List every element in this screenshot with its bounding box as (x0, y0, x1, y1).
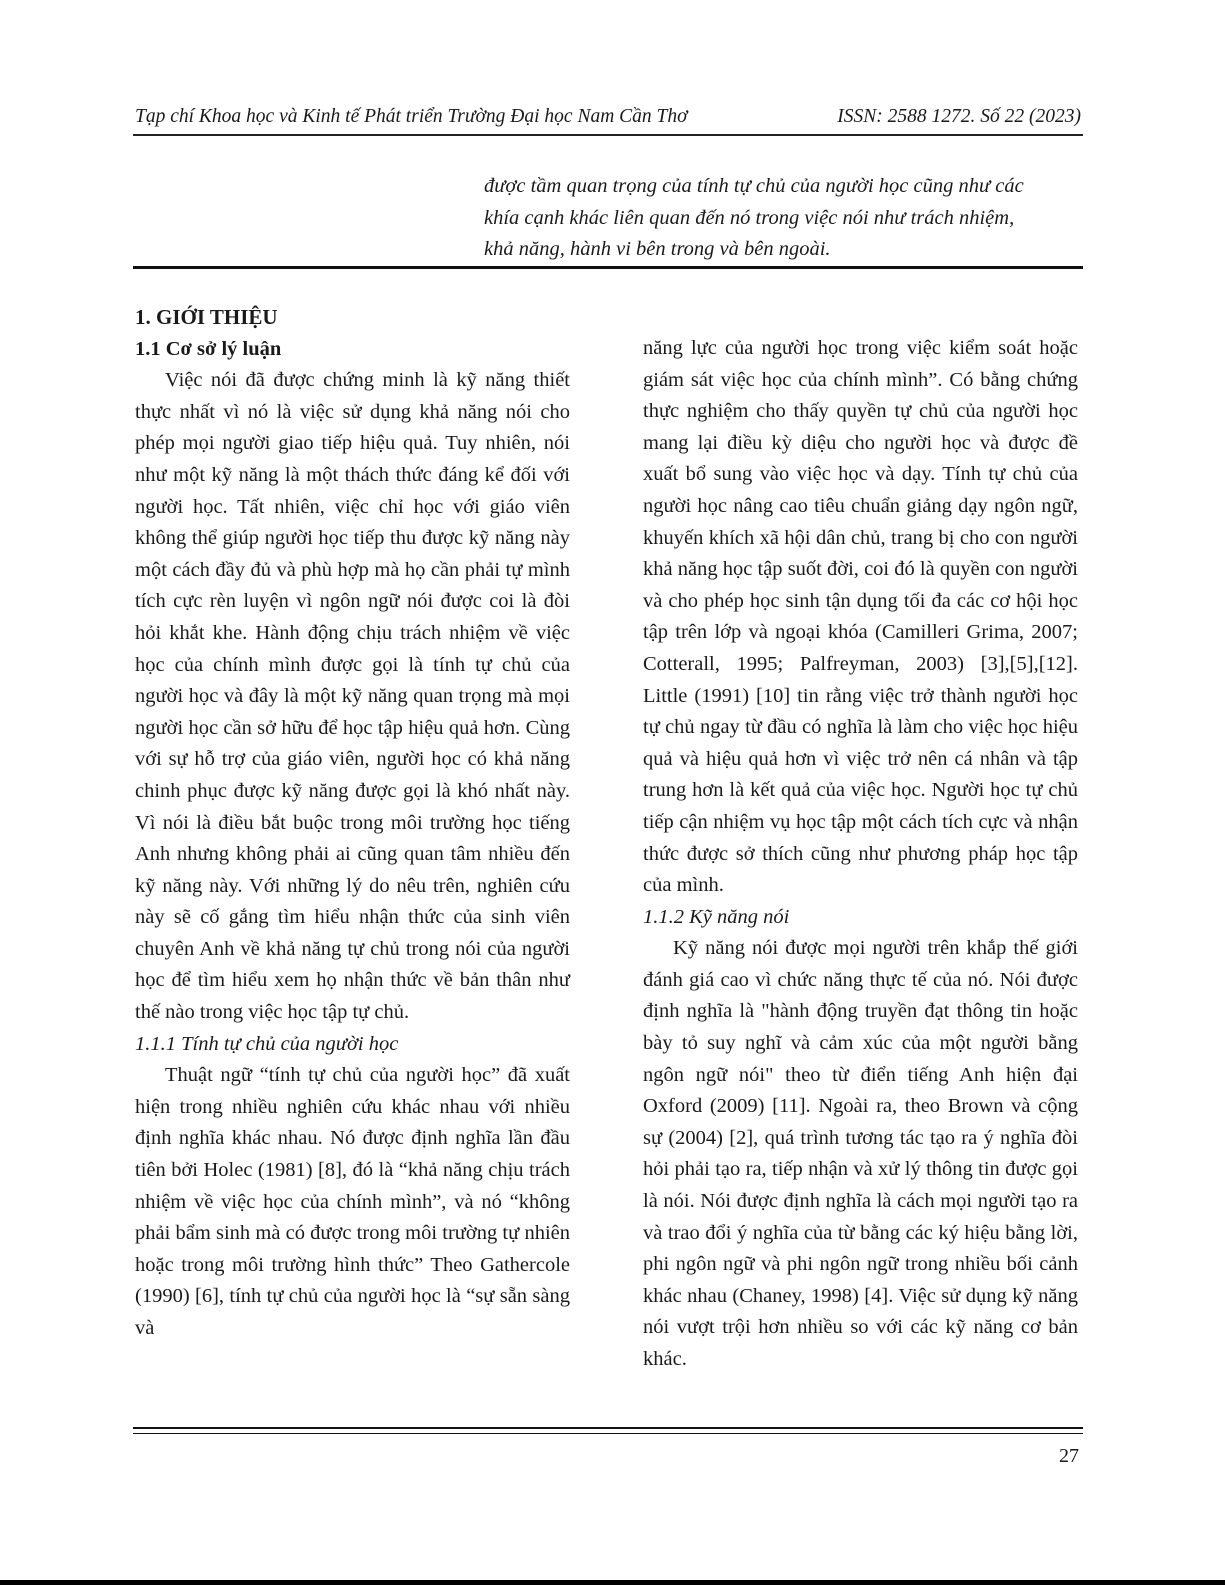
left-column (135, 302, 570, 1345)
header-rule (133, 134, 1083, 136)
subsubsection-heading: 1.1.1 Tính tự chủ của người học (135, 1032, 399, 1055)
right-column (643, 333, 1078, 1376)
running-header (135, 103, 1081, 131)
body-paragraph: Thuật ngữ “tính tự chủ của người học” đã xuất hiện trong nhiều nghiên cứu khác nhau với nhiều định nghĩa khác nhau. Nó được định nghĩa lần đầu tiên bởi Holec (1981) [8], đó là “khả năng chịu trách nhiệm về việc học của chính mình”, và nó “không phải bẩm sinh mà có được trong môi trường tự nhiên hoặc trong môi trường hình thức” Theo Gathercole (1990) [6], tính tự chủ của người học là “sự sẵn sàng và (135, 1064, 570, 1339)
issn-issue: ISSN: 2588 1272. Số 22 (2023) (837, 106, 1081, 127)
subsection-heading: 1.1 Cơ sở lý luận (135, 337, 282, 360)
footer-rule (133, 1427, 1083, 1429)
abstract-line: khả năng, hành vi bên trong và bên ngoài. (484, 238, 831, 260)
abstract-line: khía cạnh khác liên quan đến nó trong việc nói như trách nhiệm, (484, 206, 1015, 229)
body-paragraph: Kỹ năng nói được mọi người trên khắp thế giới đánh giá cao vì chức năng thực tế của nó. Nói được định nghĩa là "hành động truyền đạt thông tin hoặc bày tỏ suy nghĩ và cảm xúc của một người bằng ngôn ngữ nói" theo từ điển tiếng Anh hiện đại Oxford (2009) [11]. Ngoài ra, theo Brown và cộng sự (2004) [2], quá trình tương tác tạo ra ý nghĩa đòi hỏi phải tạo ra, tiếp nhận và xử lý thông tin được gọi là nói. Nói được định nghĩa là cách mọi người tạo ra và trao đổi ý nghĩa của từ bằng các ký hiệu bằng lời, phi ngôn ngữ và phi ngôn ngữ trong nhiều bối cảnh khác nhau (Chaney, 1998) [4]. Việc sử dụng kỹ năng nói vượt trội hơn nhiều so với các kỹ năng cơ bản khác. (643, 937, 1078, 1370)
scan-edge (0, 1580, 1225, 1585)
abstract-tail (484, 171, 1080, 266)
body-paragraph: Việc nói đã được chứng minh là kỹ năng thiết thực nhất vì nó là việc sử dụng khả năng nói cho phép mọi người giao tiếp hiệu quả. Tuy nhiên, nói như một kỹ năng là một thách thức đáng kể đối với người học. Tất nhiên, việc chỉ học với giáo viên không thể giúp người học tiếp thu được kỹ năng này một cách đầy đủ và phù hợp mà họ cần phải tự mình tích cực rèn luyện vì ngôn ngữ nói được coi là đòi hỏi khắt khe. Hành động chịu trách nhiệm về việc học của chính mình được gọi là tính tự chủ của người học và đây là một kỹ năng quan trọng mà mọi người học cần sở hữu để học tập hiệu quả hơn. Cùng với sự hỗ trợ của giáo viên, người học có khả năng chinh phục được kỹ năng được gọi là khó nhất này. Vì nói là điều bắt buộc trong môi trường học tiếng Anh nhưng không phải ai cũng quan tâm nhiều đến kỹ năng này. Với những lý do nêu trên, nghiên cứu này sẽ cố gắng tìm hiểu nhận thức của sinh viên chuyên Anh về khả năng tự chủ trong nói của người học để tìm hiểu xem họ nhận thức về bản thân như thế nào trong việc học tập tự chủ. (135, 369, 570, 1024)
footer-rule-thin (133, 1433, 1083, 1434)
abstract-line: được tầm quan trọng của tính tự chủ của người học cũng như các (484, 175, 1024, 197)
page-number: 27 (1059, 1445, 1079, 1467)
abstract-rule (133, 266, 1083, 269)
body-paragraph: năng lực của người học trong việc kiểm soát hoặc giám sát việc học của chính mình”. Có bằng chứng thực nghiệm cho thấy quyền tự chủ của người học mang lại điều kỳ diệu cho người học và được đề xuất bổ sung vào việc học và dạy. Tính tự chủ của người học nâng cao tiêu chuẩn giảng dạy ngôn ngữ, khuyến khích xã hội dân chủ, trang bị cho con người khả năng học tập suốt đời, coi đó là quyền con người và cho phép học sinh tận dụng tối đa các cơ hội học tập trên lớp và ngoại khóa (Camilleri Grima, 2007; Cotterall, 1995; Palfreyman, 2003) [3],[5],[12]. Little (1991) [10] tin rằng việc trở thành người học tự chủ ngay từ đầu có nghĩa là làm cho việc học hiệu quả và hiệu quả hơn vì việc trở nên cá nhân và tập trung hơn là kết quả của việc học. Người học tự chủ tiếp cận nhiệm vụ học tập một cách tích cực và nhận thức được sở thích cũng như phương pháp học tập của mình. (643, 337, 1078, 897)
subsubsection-heading: 1.1.2 Kỹ năng nói (643, 905, 790, 928)
journal-title: Tạp chí Khoa học và Kinh tế Phát triển Trường Đại học Nam Cần Thơ (135, 106, 688, 127)
section-heading: 1. GIỚI THIỆU (135, 305, 278, 329)
